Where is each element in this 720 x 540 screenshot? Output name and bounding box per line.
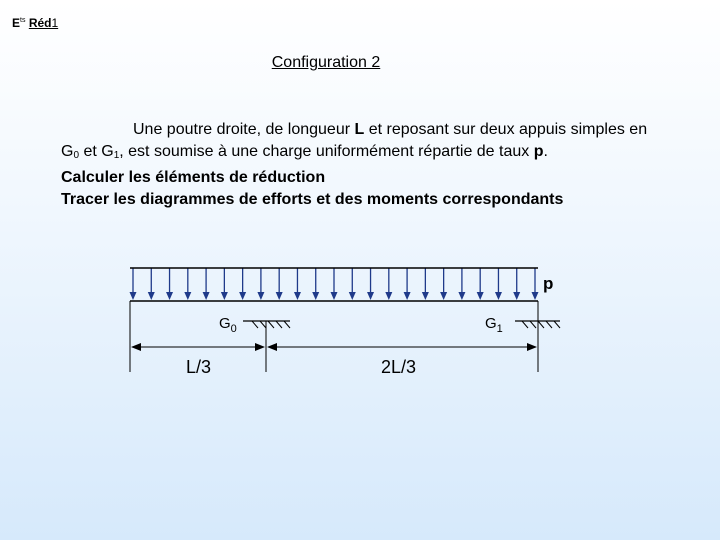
length-symbol: L: [354, 121, 365, 138]
load-label: p: [543, 274, 554, 293]
load-arrow-head: [404, 292, 411, 300]
load-arrow-head: [532, 292, 539, 300]
dimension-label-1: L/3: [186, 357, 212, 377]
dimension-label-2: 2L/3: [381, 357, 417, 377]
load-arrow-head: [422, 292, 429, 300]
statement-text: et G: [79, 143, 114, 160]
distributed-load-arrows: [130, 268, 539, 300]
config-title: Configuration 2: [271, 54, 381, 71]
dimension-arrow: [131, 343, 141, 351]
header-title: Réd: [28, 16, 52, 30]
load-arrow-head: [257, 292, 264, 300]
load-arrow-head: [385, 292, 392, 300]
support-g0-label: $G_0$: [219, 315, 237, 335]
load-arrow-head: [148, 292, 155, 300]
load-arrow-head: [221, 292, 228, 300]
load-arrow-head: [203, 292, 210, 300]
load-arrow-head: [349, 292, 356, 300]
load-arrow-head: [331, 292, 338, 300]
header-sup: ts: [20, 17, 26, 24]
statement-text: Une poutre droite, de longueur: [133, 121, 355, 138]
statement-text: , est soumise à une charge uniformément répartie de taux: [119, 143, 534, 160]
load-arrow-head: [276, 292, 283, 300]
load-arrow-head: [294, 292, 301, 300]
task-1: Calculer les éléments de réduction: [61, 169, 326, 186]
load-arrow-head: [239, 292, 246, 300]
task-2: Tracer les diagrammes de efforts et des moments correspondants: [61, 191, 564, 208]
load-arrow-head: [130, 292, 137, 300]
load-arrow-head: [367, 292, 374, 300]
header-number: 1: [51, 16, 59, 30]
load-arrow-head: [312, 292, 319, 300]
load-arrow-head: [166, 292, 173, 300]
subscript: 1: [113, 150, 120, 161]
statement-text: et reposant sur deux appuis simples en G: [61, 121, 648, 160]
load-arrow-head: [477, 292, 484, 300]
load-arrow-head: [440, 292, 447, 300]
load-symbol: p: [533, 143, 544, 160]
dimension-arrow: [267, 343, 277, 351]
dimension-arrow: [255, 343, 265, 351]
support-g1-label: $G_1$: [485, 315, 503, 335]
header-prefix: E: [12, 16, 21, 30]
statement-text: .: [543, 143, 548, 160]
subscript: 0: [73, 150, 80, 161]
load-arrow-head: [513, 292, 520, 300]
load-arrow-head: [458, 292, 465, 300]
load-arrow-head: [184, 292, 191, 300]
load-arrow-head: [495, 292, 502, 300]
dimension-arrow: [527, 343, 537, 351]
